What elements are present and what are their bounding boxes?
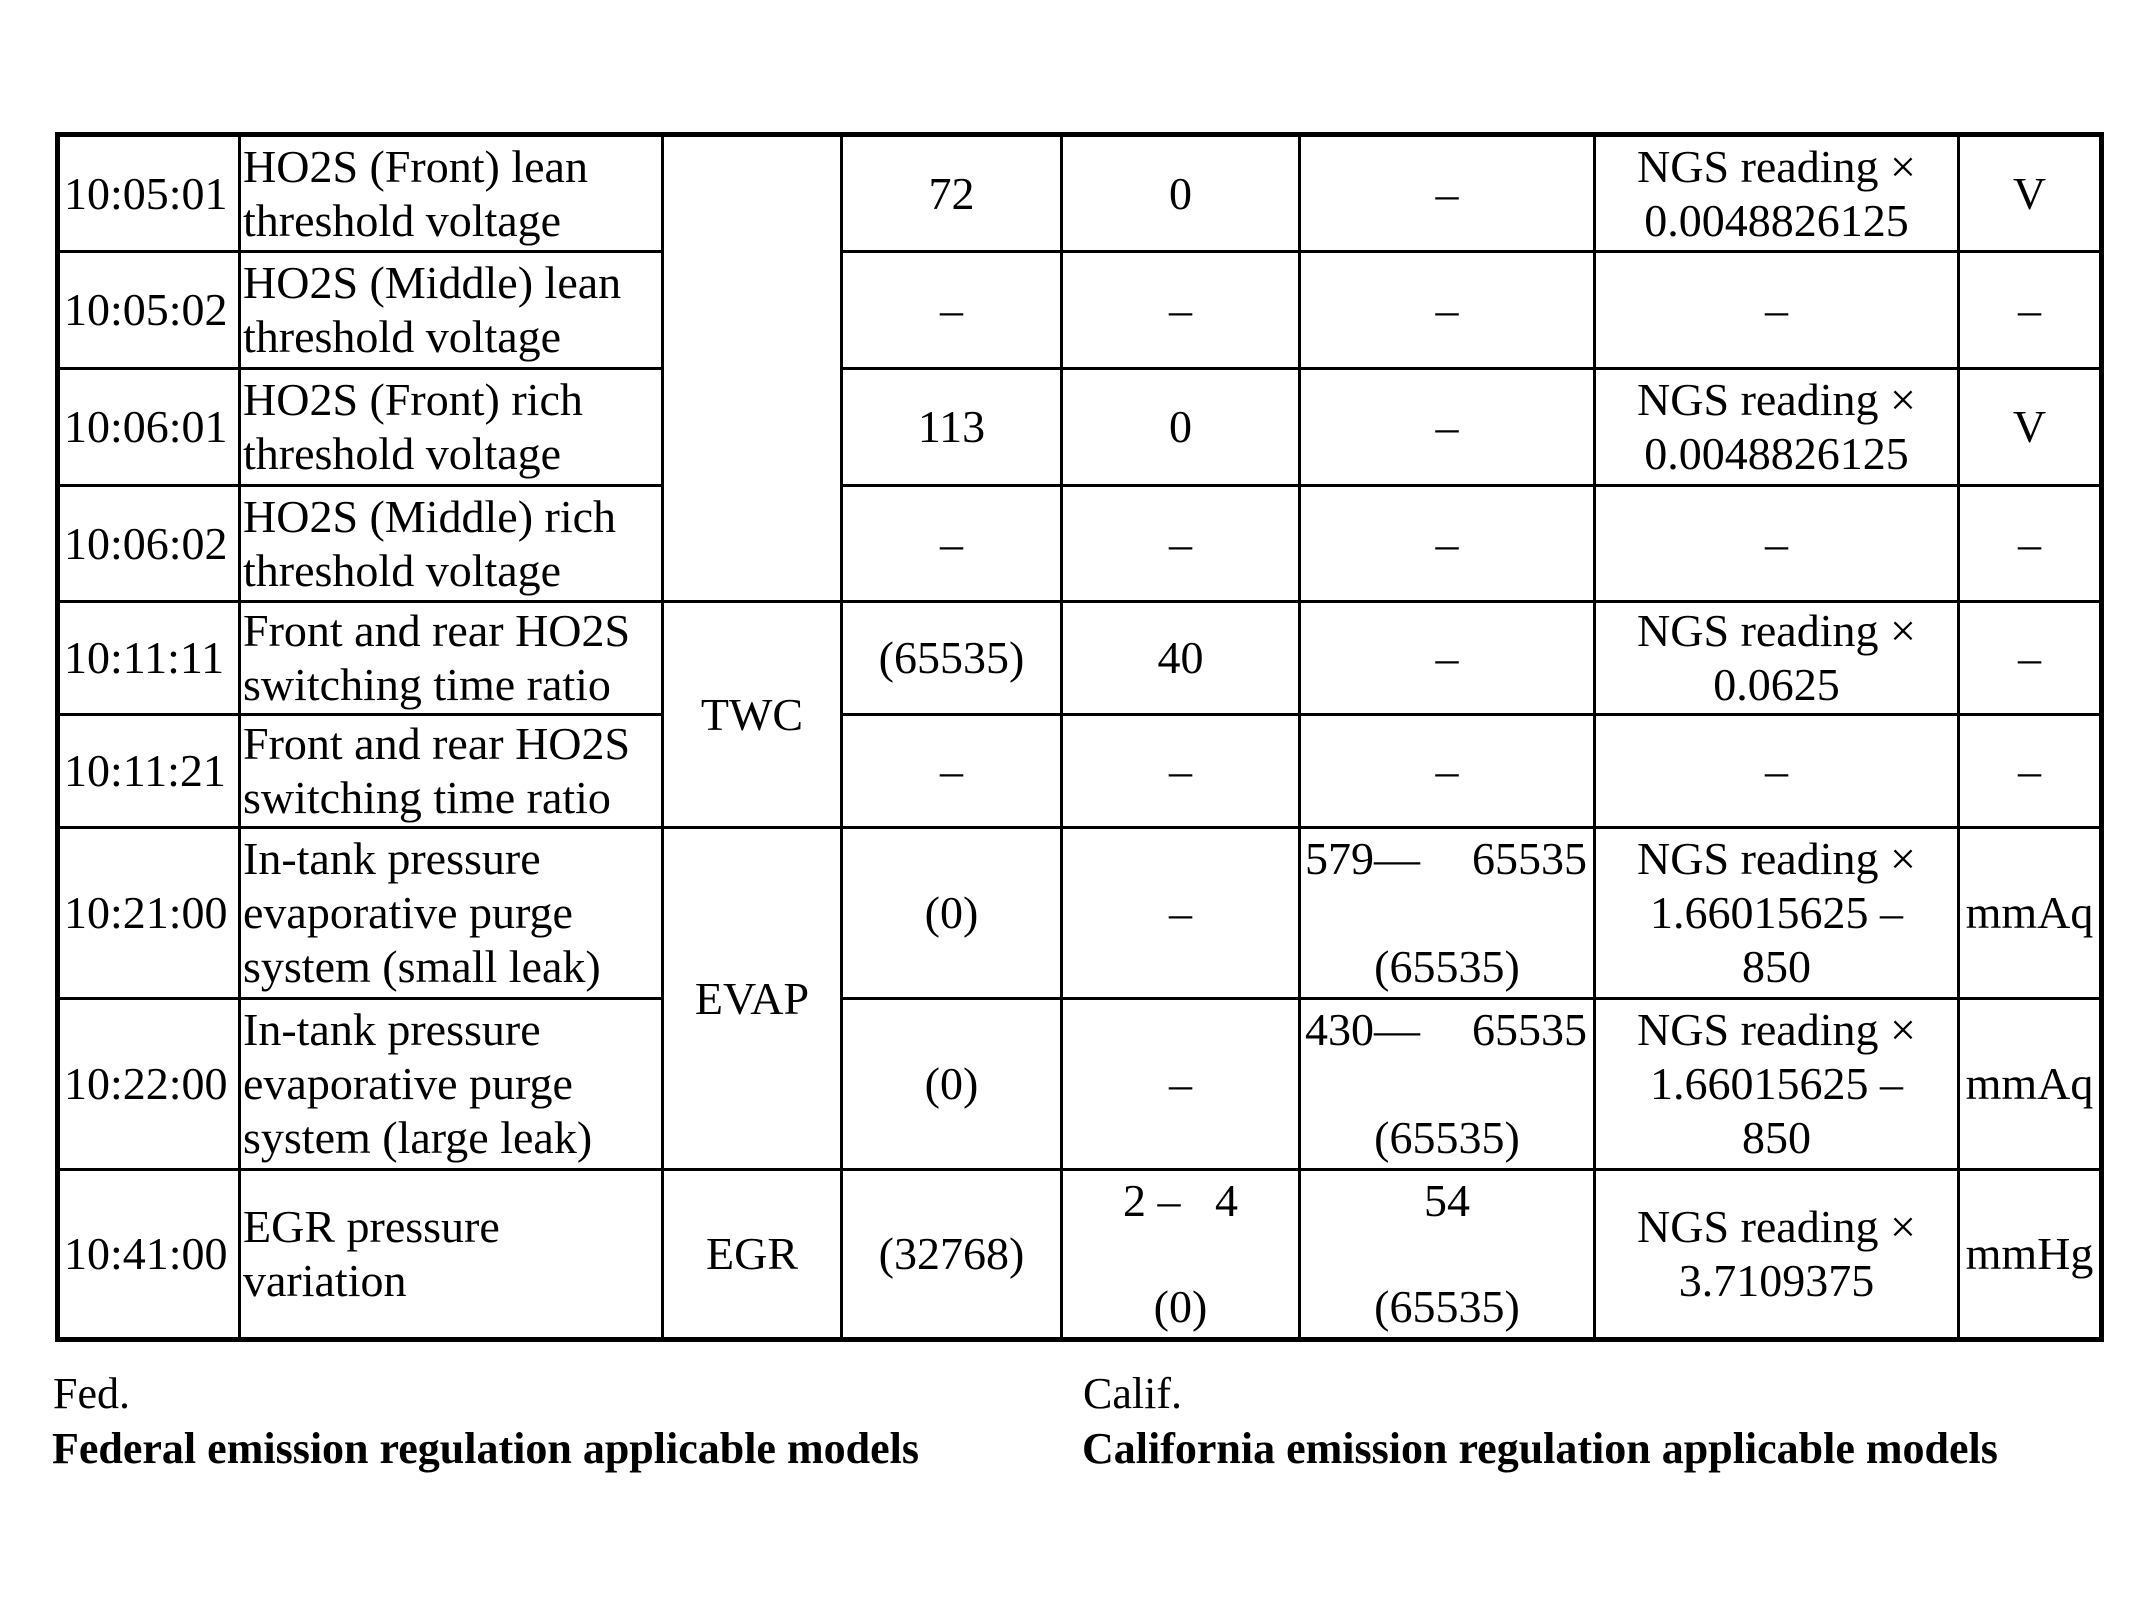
range-max: 65535 <box>1472 1004 1587 1055</box>
value-cell: (0) <box>842 828 1062 999</box>
range-default: (65535) <box>1374 1112 1520 1163</box>
unit-cell: V <box>1959 369 2102 486</box>
value-cell: – <box>1300 486 1595 602</box>
table-row <box>58 486 2102 602</box>
conversion-cell: NGS reading × 1.66015625 – 850 <box>1595 999 1959 1170</box>
table-row <box>58 828 2102 999</box>
code-cell: 10:11:21 <box>58 715 240 828</box>
value-cell: – <box>1062 252 1300 369</box>
value-cell: 113 <box>842 369 1062 486</box>
value-cell: (32768) <box>842 1170 1062 1340</box>
value-cell: – <box>1300 369 1595 486</box>
value-cell: – <box>1062 999 1300 1170</box>
unit-cell: – <box>1959 715 2102 828</box>
range-max: 65535 <box>1472 833 1587 884</box>
unit-cell: – <box>1959 252 2102 369</box>
code-cell: 10:21:00 <box>58 828 240 999</box>
range-limits: 2 – 4 <box>1123 1175 1238 1226</box>
unit-cell: – <box>1959 602 2102 715</box>
unit-cell: mmHg <box>1959 1170 2102 1340</box>
value-cell: (0) <box>842 999 1062 1170</box>
value-cell: 0 <box>1062 135 1300 252</box>
range-cell <box>1062 1170 1300 1340</box>
value-cell: – <box>1300 135 1595 252</box>
item-cell: HO2S (Middle) lean threshold voltage <box>240 252 663 369</box>
code-cell: 10:05:01 <box>58 135 240 252</box>
table-row <box>58 135 2102 252</box>
value-cell: – <box>1300 715 1595 828</box>
range-min: 430— <box>1305 1004 1420 1055</box>
table-row <box>58 369 2102 486</box>
group-cell-twc: TWC <box>663 602 842 828</box>
code-cell: 10:06:02 <box>58 486 240 602</box>
unit-cell: V <box>1959 135 2102 252</box>
group-cell-egr: EGR <box>663 1170 842 1340</box>
value-cell: 0 <box>1062 369 1300 486</box>
conversion-cell: – <box>1595 715 1959 828</box>
calif-abbreviation: Calif. <box>1083 1369 1182 1418</box>
fed-abbreviation: Fed. <box>53 1369 130 1418</box>
fed-definition: Federal emission regulation applicable models <box>52 1424 919 1473</box>
table-row <box>58 715 2102 828</box>
table-row <box>58 602 2102 715</box>
unit-cell: mmAq <box>1959 828 2102 999</box>
conversion-cell: – <box>1595 252 1959 369</box>
code-cell: 10:41:00 <box>58 1170 240 1340</box>
unit-cell: – <box>1959 486 2102 602</box>
value-cell: – <box>842 252 1062 369</box>
code-cell: 10:06:01 <box>58 369 240 486</box>
conversion-cell: NGS reading × 0.0048826125 <box>1595 369 1959 486</box>
item-cell: HO2S (Front) lean threshold voltage <box>240 135 663 252</box>
value-cell: – <box>842 715 1062 828</box>
item-cell: Front and rear HO2S switching time ratio <box>240 602 663 715</box>
code-cell: 10:22:00 <box>58 999 240 1170</box>
value-cell: – <box>1062 828 1300 999</box>
value-cell: – <box>1062 715 1300 828</box>
value-cell: – <box>1300 252 1595 369</box>
conversion-cell: NGS reading × 1.66015625 – 850 <box>1595 828 1959 999</box>
calif-definition: California emission regulation applicable models <box>1082 1424 1998 1473</box>
range-limit: 54 <box>1424 1175 1470 1226</box>
range-default: (65535) <box>1374 941 1520 992</box>
conversion-cell: NGS reading × 3.7109375 <box>1595 1170 1959 1340</box>
range-cell <box>1300 828 1595 999</box>
value-cell: – <box>842 486 1062 602</box>
group-cell-evap: EVAP <box>663 828 842 1170</box>
code-cell: 10:05:02 <box>58 252 240 369</box>
diagnostic-spec-table <box>55 132 2104 1342</box>
range-default: (65535) <box>1374 1281 1520 1332</box>
conversion-cell: NGS reading × 0.0048826125 <box>1595 135 1959 252</box>
code-cell: 10:11:11 <box>58 602 240 715</box>
unit-cell: mmAq <box>1959 999 2102 1170</box>
range-cell <box>1300 1170 1595 1340</box>
value-cell: (65535) <box>842 602 1062 715</box>
conversion-cell: NGS reading × 0.0625 <box>1595 602 1959 715</box>
item-cell: In-tank pressure evaporative purge system (large leak) <box>240 999 663 1170</box>
item-cell: In-tank pressure evaporative purge system (small leak) <box>240 828 663 999</box>
range-default: (0) <box>1153 1281 1208 1332</box>
table-row <box>58 1170 2102 1340</box>
group-cell-ho2s <box>663 135 842 602</box>
item-cell: Front and rear HO2S switching time ratio <box>240 715 663 828</box>
value-cell: 72 <box>842 135 1062 252</box>
item-cell: HO2S (Middle) rich threshold voltage <box>240 486 663 602</box>
table-row <box>58 252 2102 369</box>
item-cell: EGR pressure variation <box>240 1170 663 1340</box>
conversion-cell: – <box>1595 486 1959 602</box>
value-cell: – <box>1300 602 1595 715</box>
item-cell: HO2S (Front) rich threshold voltage <box>240 369 663 486</box>
table-row <box>58 999 2102 1170</box>
value-cell: 40 <box>1062 602 1300 715</box>
value-cell: – <box>1062 486 1300 602</box>
range-cell <box>1300 999 1595 1170</box>
range-min: 579— <box>1305 833 1420 884</box>
